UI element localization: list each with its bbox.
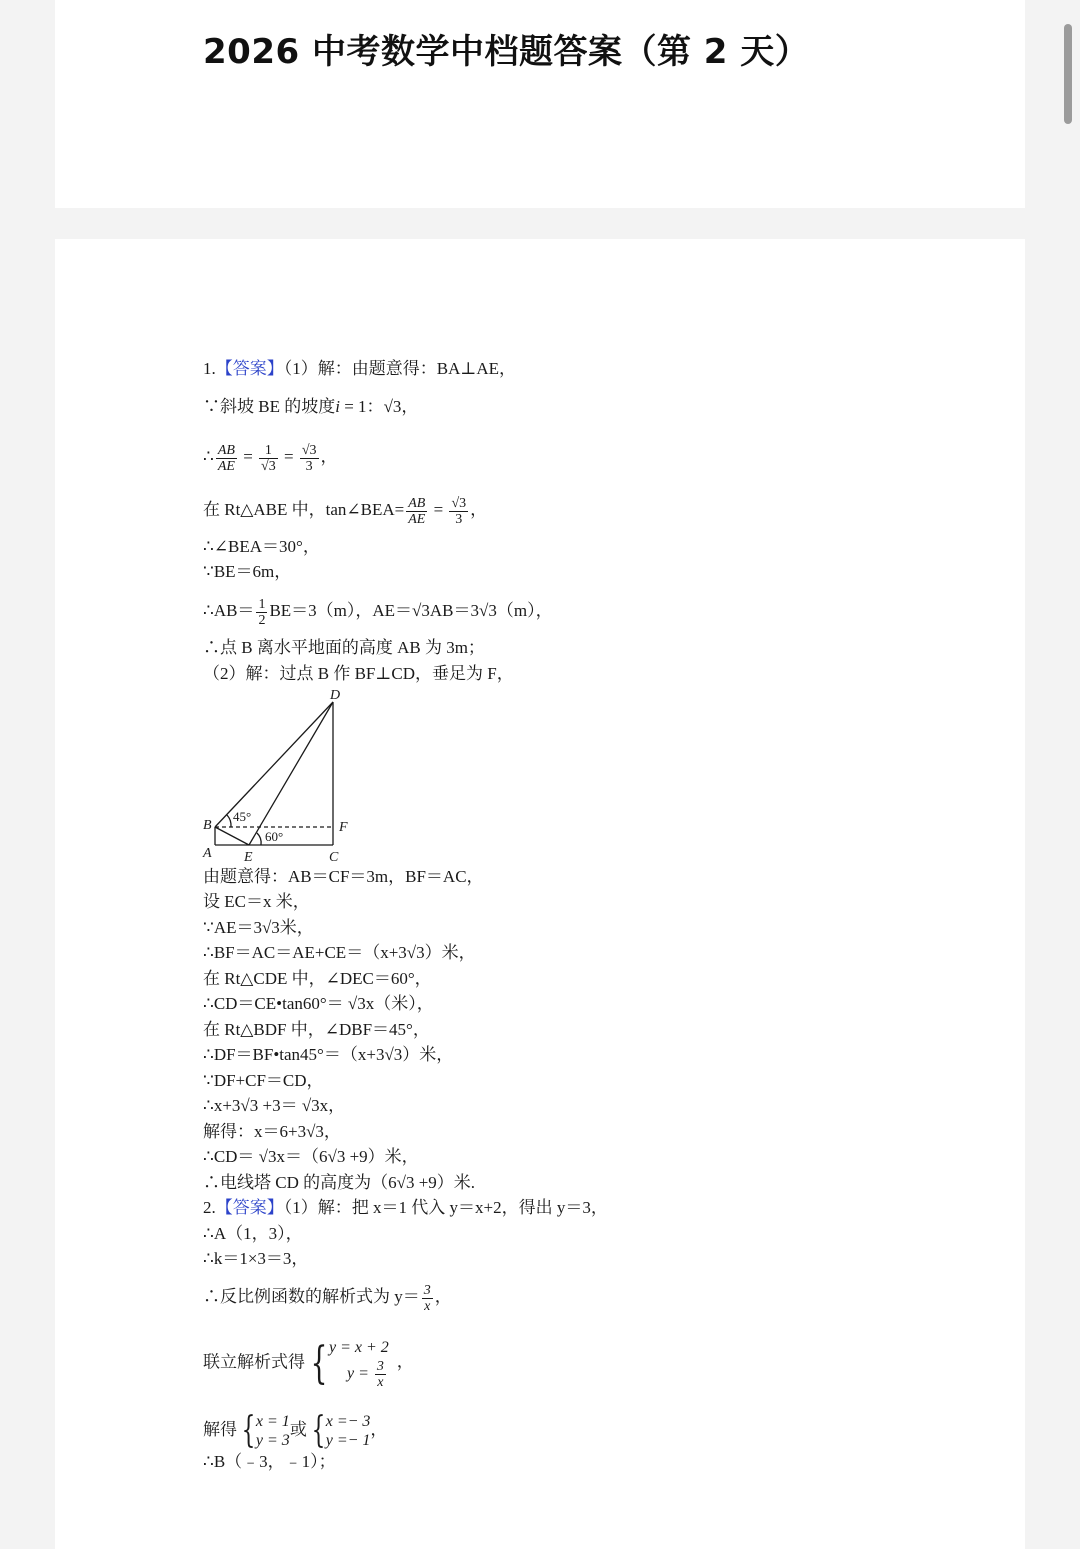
q1-line-13: ∴BF＝AC＝AE+CE＝（x+3√3）米， (203, 943, 476, 962)
segment-ed (249, 702, 333, 845)
q2-line-1: 2.【答案】（1）解：把 x＝1 代入 y＝x+2，得出 y＝3， (203, 1198, 608, 1217)
q1-line-7: ∴AB＝ $\frac{1}{2}$ BE＝3（m），AE＝√3AB＝3√3（m）， (203, 596, 553, 628)
label-e: E (244, 850, 253, 862)
scrollbar[interactable] (1064, 24, 1072, 124)
arc-60 (257, 833, 261, 845)
q1-line-3: ∴ $\frac{AB}{AE}$ = $\frac{1}{√3}$ = $\frac{√3}{3}$ ， (203, 442, 338, 474)
q1-line-6: ∵BE＝6m， (203, 562, 292, 581)
q1-line-21: ∴CD＝ √3x＝（6√3 +9）米， (203, 1147, 419, 1166)
q1-line-2: ∵斜坡 BE 的坡度i = 1：√3， (203, 397, 419, 416)
label-d: D (330, 688, 341, 703)
label-c: C (329, 850, 339, 862)
q1-line-9: （2）解：过点 B 作 BF⊥CD，垂足为 F， (203, 664, 514, 683)
angle-45-label: 45° (233, 809, 252, 824)
q2-line-6: 解得 { x = 1 y = 3 或 { x =− 3 y =− 1 ， (203, 1410, 388, 1452)
q1-line-17: ∴DF＝BF•tan45°＝（x+3√3）米， (203, 1045, 454, 1064)
document-page (55, 239, 1025, 1549)
q2-line-7: ∴B（﹣3，﹣1）； (203, 1452, 336, 1471)
page-title: 2026 中考数学中档题答案（第 2 天） (203, 32, 810, 72)
segment-be (215, 827, 249, 845)
label-a: A (203, 846, 212, 861)
q2-line-3: ∴k＝1×3＝3， (203, 1249, 309, 1268)
arc-45 (227, 815, 231, 827)
q1-line-10: 由题意得：AB＝CF＝3m，BF＝AC， (203, 867, 484, 886)
q1-line-12: ∵AE＝3√3米， (203, 918, 314, 937)
q1-line-11: 设 EC＝x 米， (203, 892, 310, 911)
q2-line-5: 联立解析式得 { y = x + 2 y = $\frac{3}{x}$ ， (203, 1337, 414, 1390)
answer-tag: 【答案】 (215, 1198, 284, 1217)
q1-line-16: 在 Rt△BDF 中，∠DBF＝45°， (203, 1020, 430, 1039)
q1-line-4: 在 Rt△ABE 中，tan∠BEA= $\frac{AB}{AE}$ = $\frac{√3}{3}$ ， (203, 495, 488, 527)
q1-line-1: 1.【答案】（1）解：由题意得：BA⊥AE， (203, 359, 517, 378)
answer-tag: 【答案】 (215, 359, 284, 378)
q1-line-15: ∴CD＝CE•tan60°＝ √3x（米）， (203, 994, 434, 1013)
title-card (55, 0, 1025, 208)
q2-line-2: ∴A（1，3）， (203, 1224, 303, 1243)
angle-60-label: 60° (265, 829, 284, 844)
q1-line-14: 在 Rt△CDE 中，∠DEC＝60°， (203, 969, 432, 988)
q1-line-8: ∴点 B 离水平地面的高度 AB 为 3m； (203, 638, 485, 657)
q1-line-5: ∴∠BEA＝30°， (203, 537, 320, 556)
q2-line-4: ∴反比例函数的解析式为 y＝ $\frac{3}{x}$ ， (203, 1282, 452, 1314)
label-b: B (203, 818, 212, 833)
q1-line-19: ∴x+3√3 +3＝ √3x， (203, 1096, 346, 1115)
label-f: F (339, 820, 348, 835)
q1-line-20: 解得：x＝6+3√3， (203, 1122, 341, 1141)
q1-line-18: ∵DF+CF＝CD， (203, 1071, 324, 1090)
q1-line-22: ∴电线塔 CD 的高度为（6√3 +9）米. (203, 1173, 476, 1192)
geometry-figure (201, 687, 371, 862)
